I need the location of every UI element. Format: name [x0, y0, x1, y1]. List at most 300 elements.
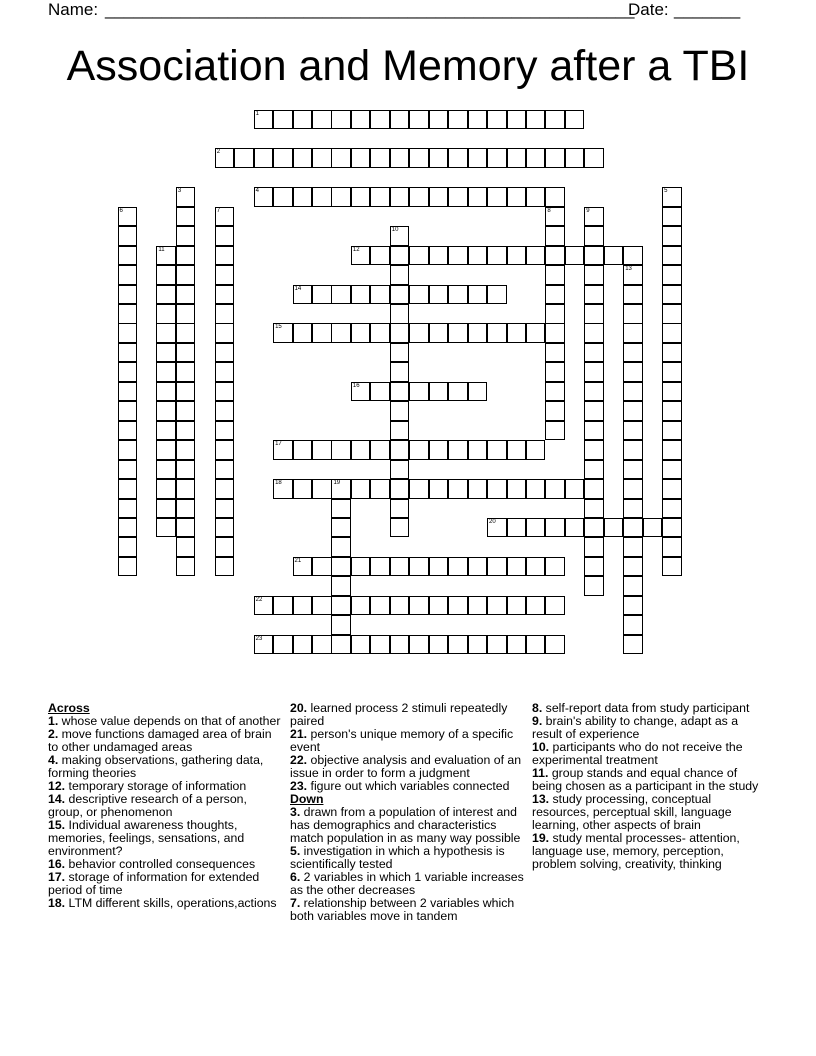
grid-cell[interactable]: [331, 110, 351, 130]
grid-cell[interactable]: [293, 187, 313, 207]
grid-cell[interactable]: [584, 499, 604, 519]
grid-cell[interactable]: [273, 479, 293, 499]
grid-cell[interactable]: [468, 285, 488, 305]
grid-cell[interactable]: [273, 148, 293, 168]
grid-cell[interactable]: [254, 148, 274, 168]
grid-cell[interactable]: [409, 596, 429, 616]
grid-cell[interactable]: [118, 382, 138, 402]
grid-cell[interactable]: [584, 304, 604, 324]
grid-cell[interactable]: [176, 343, 196, 363]
grid-cell[interactable]: [312, 148, 332, 168]
grid-cell[interactable]: [409, 440, 429, 460]
grid-cell[interactable]: [390, 187, 410, 207]
grid-cell[interactable]: [662, 362, 682, 382]
grid-cell[interactable]: [429, 557, 449, 577]
grid-cell[interactable]: [273, 323, 293, 343]
grid-cell[interactable]: [448, 440, 468, 460]
grid-cell[interactable]: [176, 382, 196, 402]
grid-cell[interactable]: [293, 479, 313, 499]
grid-cell[interactable]: [351, 246, 371, 266]
grid-cell[interactable]: [118, 440, 138, 460]
grid-cell[interactable]: [176, 304, 196, 324]
grid-cell[interactable]: [370, 382, 390, 402]
grid-cell[interactable]: [409, 323, 429, 343]
grid-cell[interactable]: [429, 382, 449, 402]
grid-cell[interactable]: [351, 557, 371, 577]
grid-cell[interactable]: [507, 518, 527, 538]
grid-cell[interactable]: [545, 518, 565, 538]
grid-cell[interactable]: [390, 382, 410, 402]
grid-cell[interactable]: [390, 499, 410, 519]
grid-cell[interactable]: [584, 421, 604, 441]
name-field[interactable]: ________________________________________________________: [105, 0, 635, 19]
grid-cell[interactable]: [409, 187, 429, 207]
grid-cell[interactable]: [468, 148, 488, 168]
grid-cell[interactable]: [293, 557, 313, 577]
grid-cell[interactable]: [507, 635, 527, 655]
grid-cell[interactable]: [156, 401, 176, 421]
grid-cell[interactable]: [507, 110, 527, 130]
grid-cell[interactable]: [487, 596, 507, 616]
grid-cell[interactable]: [584, 265, 604, 285]
grid-cell[interactable]: [584, 576, 604, 596]
grid-cell[interactable]: [409, 246, 429, 266]
grid-cell[interactable]: [526, 440, 546, 460]
grid-cell[interactable]: [156, 265, 176, 285]
grid-cell[interactable]: [273, 596, 293, 616]
grid-cell[interactable]: [312, 557, 332, 577]
grid-cell[interactable]: [370, 323, 390, 343]
grid-cell[interactable]: [331, 323, 351, 343]
grid-cell[interactable]: [584, 518, 604, 538]
grid-cell[interactable]: [176, 440, 196, 460]
grid-cell[interactable]: [623, 440, 643, 460]
grid-cell[interactable]: [545, 343, 565, 363]
grid-cell[interactable]: [176, 207, 196, 227]
grid-cell[interactable]: [409, 557, 429, 577]
grid-cell[interactable]: [623, 479, 643, 499]
grid-cell[interactable]: [370, 148, 390, 168]
grid-cell[interactable]: [176, 226, 196, 246]
grid-cell[interactable]: [312, 635, 332, 655]
grid-cell[interactable]: [526, 323, 546, 343]
grid-cell[interactable]: [662, 323, 682, 343]
grid-cell[interactable]: [545, 246, 565, 266]
grid-cell[interactable]: [429, 187, 449, 207]
grid-cell[interactable]: [565, 479, 585, 499]
grid-cell[interactable]: [118, 499, 138, 519]
grid-cell[interactable]: [331, 537, 351, 557]
grid-cell[interactable]: [390, 226, 410, 246]
grid-cell[interactable]: [448, 110, 468, 130]
grid-cell[interactable]: [448, 285, 468, 305]
grid-cell[interactable]: [331, 187, 351, 207]
grid-cell[interactable]: [487, 187, 507, 207]
grid-cell[interactable]: [312, 187, 332, 207]
grid-cell[interactable]: [487, 148, 507, 168]
grid-cell[interactable]: [331, 440, 351, 460]
grid-cell[interactable]: [215, 304, 235, 324]
grid-cell[interactable]: [584, 285, 604, 305]
grid-cell[interactable]: [623, 382, 643, 402]
grid-cell[interactable]: [468, 382, 488, 402]
grid-cell[interactable]: [448, 557, 468, 577]
grid-cell[interactable]: [507, 148, 527, 168]
grid-cell[interactable]: [215, 479, 235, 499]
grid-cell[interactable]: [487, 285, 507, 305]
grid-cell[interactable]: [390, 401, 410, 421]
grid-cell[interactable]: [351, 382, 371, 402]
grid-cell[interactable]: [429, 110, 449, 130]
grid-cell[interactable]: [468, 110, 488, 130]
grid-cell[interactable]: [526, 518, 546, 538]
grid-cell[interactable]: [526, 479, 546, 499]
grid-cell[interactable]: [429, 596, 449, 616]
grid-cell[interactable]: [623, 518, 643, 538]
grid-cell[interactable]: [448, 323, 468, 343]
grid-cell[interactable]: [507, 323, 527, 343]
grid-cell[interactable]: [293, 635, 313, 655]
grid-cell[interactable]: [526, 635, 546, 655]
grid-cell[interactable]: [215, 246, 235, 266]
grid-cell[interactable]: [448, 479, 468, 499]
grid-cell[interactable]: [448, 246, 468, 266]
grid-cell[interactable]: [526, 557, 546, 577]
grid-cell[interactable]: [623, 246, 643, 266]
grid-cell[interactable]: [312, 323, 332, 343]
grid-cell[interactable]: [351, 440, 371, 460]
grid-cell[interactable]: [429, 246, 449, 266]
grid-cell[interactable]: [487, 246, 507, 266]
grid-cell[interactable]: [623, 537, 643, 557]
grid-cell[interactable]: [623, 343, 643, 363]
grid-cell[interactable]: [545, 479, 565, 499]
grid-cell[interactable]: [370, 110, 390, 130]
grid-cell[interactable]: [118, 518, 138, 538]
grid-cell[interactable]: [390, 362, 410, 382]
grid-cell[interactable]: [215, 382, 235, 402]
grid-cell[interactable]: [604, 246, 624, 266]
grid-cell[interactable]: [545, 421, 565, 441]
grid-cell[interactable]: [662, 401, 682, 421]
grid-cell[interactable]: [584, 323, 604, 343]
grid-cell[interactable]: [215, 518, 235, 538]
grid-cell[interactable]: [176, 557, 196, 577]
grid-cell[interactable]: [390, 440, 410, 460]
grid-cell[interactable]: [331, 499, 351, 519]
grid-cell[interactable]: [584, 246, 604, 266]
grid-cell[interactable]: [429, 148, 449, 168]
grid-cell[interactable]: [545, 596, 565, 616]
grid-cell[interactable]: [390, 343, 410, 363]
grid-cell[interactable]: [370, 479, 390, 499]
grid-cell[interactable]: [623, 362, 643, 382]
grid-cell[interactable]: [370, 285, 390, 305]
grid-cell[interactable]: [215, 499, 235, 519]
grid-cell[interactable]: [584, 460, 604, 480]
grid-cell[interactable]: [545, 265, 565, 285]
grid-cell[interactable]: [293, 596, 313, 616]
grid-cell[interactable]: [448, 382, 468, 402]
grid-cell[interactable]: [584, 537, 604, 557]
grid-cell[interactable]: [215, 421, 235, 441]
grid-cell[interactable]: [526, 148, 546, 168]
grid-cell[interactable]: [176, 479, 196, 499]
grid-cell[interactable]: [662, 207, 682, 227]
grid-cell[interactable]: [370, 635, 390, 655]
grid-cell[interactable]: [584, 362, 604, 382]
grid-cell[interactable]: [565, 148, 585, 168]
grid-cell[interactable]: [312, 285, 332, 305]
grid-cell[interactable]: [215, 148, 235, 168]
grid-cell[interactable]: [176, 323, 196, 343]
grid-cell[interactable]: [118, 304, 138, 324]
grid-cell[interactable]: [487, 635, 507, 655]
grid-cell[interactable]: [273, 440, 293, 460]
grid-cell[interactable]: [507, 596, 527, 616]
grid-cell[interactable]: [351, 187, 371, 207]
grid-cell[interactable]: [584, 226, 604, 246]
grid-cell[interactable]: [468, 557, 488, 577]
grid-cell[interactable]: [604, 518, 624, 538]
grid-cell[interactable]: [662, 285, 682, 305]
grid-cell[interactable]: [507, 246, 527, 266]
grid-cell[interactable]: [545, 187, 565, 207]
grid-cell[interactable]: [156, 304, 176, 324]
grid-cell[interactable]: [254, 110, 274, 130]
grid-cell[interactable]: [545, 226, 565, 246]
grid-cell[interactable]: [526, 246, 546, 266]
grid-cell[interactable]: [468, 596, 488, 616]
grid-cell[interactable]: [662, 499, 682, 519]
grid-cell[interactable]: [390, 148, 410, 168]
grid-cell[interactable]: [293, 440, 313, 460]
grid-cell[interactable]: [409, 635, 429, 655]
grid-cell[interactable]: [331, 615, 351, 635]
grid-cell[interactable]: [487, 557, 507, 577]
grid-cell[interactable]: [409, 148, 429, 168]
grid-cell[interactable]: [390, 596, 410, 616]
grid-cell[interactable]: [176, 499, 196, 519]
grid-cell[interactable]: [390, 557, 410, 577]
grid-cell[interactable]: [487, 323, 507, 343]
grid-cell[interactable]: [331, 479, 351, 499]
grid-cell[interactable]: [662, 440, 682, 460]
grid-cell[interactable]: [623, 557, 643, 577]
grid-cell[interactable]: [254, 596, 274, 616]
grid-cell[interactable]: [390, 323, 410, 343]
grid-cell[interactable]: [351, 285, 371, 305]
grid-cell[interactable]: [293, 323, 313, 343]
grid-cell[interactable]: [507, 557, 527, 577]
grid-cell[interactable]: [370, 246, 390, 266]
grid-cell[interactable]: [623, 635, 643, 655]
grid-cell[interactable]: [468, 440, 488, 460]
grid-cell[interactable]: [584, 401, 604, 421]
grid-cell[interactable]: [176, 518, 196, 538]
grid-cell[interactable]: [390, 460, 410, 480]
grid-cell[interactable]: [176, 265, 196, 285]
grid-cell[interactable]: [370, 440, 390, 460]
grid-cell[interactable]: [662, 265, 682, 285]
grid-cell[interactable]: [273, 635, 293, 655]
grid-cell[interactable]: [351, 479, 371, 499]
grid-cell[interactable]: [118, 557, 138, 577]
grid-cell[interactable]: [118, 421, 138, 441]
grid-cell[interactable]: [584, 343, 604, 363]
grid-cell[interactable]: [176, 537, 196, 557]
grid-cell[interactable]: [390, 421, 410, 441]
grid-cell[interactable]: [448, 187, 468, 207]
grid-cell[interactable]: [312, 440, 332, 460]
grid-cell[interactable]: [526, 596, 546, 616]
date-field[interactable]: _______: [674, 0, 741, 19]
grid-cell[interactable]: [545, 304, 565, 324]
grid-cell[interactable]: [370, 557, 390, 577]
grid-cell[interactable]: [351, 596, 371, 616]
grid-cell[interactable]: [526, 187, 546, 207]
grid-cell[interactable]: [662, 187, 682, 207]
grid-cell[interactable]: [273, 110, 293, 130]
grid-cell[interactable]: [331, 285, 351, 305]
grid-cell[interactable]: [118, 265, 138, 285]
grid-cell[interactable]: [156, 518, 176, 538]
grid-cell[interactable]: [468, 323, 488, 343]
grid-cell[interactable]: [215, 323, 235, 343]
grid-cell[interactable]: [545, 401, 565, 421]
grid-cell[interactable]: [623, 421, 643, 441]
grid-cell[interactable]: [623, 499, 643, 519]
grid-cell[interactable]: [409, 382, 429, 402]
grid-cell[interactable]: [351, 110, 371, 130]
grid-cell[interactable]: [331, 576, 351, 596]
grid-cell[interactable]: [623, 285, 643, 305]
grid-cell[interactable]: [429, 323, 449, 343]
grid-cell[interactable]: [215, 226, 235, 246]
grid-cell[interactable]: [545, 557, 565, 577]
grid-cell[interactable]: [662, 518, 682, 538]
grid-cell[interactable]: [176, 246, 196, 266]
grid-cell[interactable]: [176, 421, 196, 441]
grid-cell[interactable]: [370, 187, 390, 207]
grid-cell[interactable]: [312, 479, 332, 499]
grid-cell[interactable]: [156, 362, 176, 382]
grid-cell[interactable]: [565, 246, 585, 266]
grid-cell[interactable]: [526, 110, 546, 130]
grid-cell[interactable]: [215, 460, 235, 480]
grid-cell[interactable]: [390, 635, 410, 655]
grid-cell[interactable]: [429, 440, 449, 460]
grid-cell[interactable]: [507, 479, 527, 499]
grid-cell[interactable]: [662, 226, 682, 246]
grid-cell[interactable]: [118, 323, 138, 343]
grid-cell[interactable]: [448, 596, 468, 616]
grid-cell[interactable]: [662, 557, 682, 577]
grid-cell[interactable]: [448, 148, 468, 168]
grid-cell[interactable]: [662, 304, 682, 324]
grid-cell[interactable]: [623, 576, 643, 596]
grid-cell[interactable]: [662, 382, 682, 402]
grid-cell[interactable]: [156, 479, 176, 499]
grid-cell[interactable]: [545, 110, 565, 130]
grid-cell[interactable]: [234, 148, 254, 168]
grid-cell[interactable]: [662, 421, 682, 441]
grid-cell[interactable]: [215, 362, 235, 382]
grid-cell[interactable]: [643, 518, 663, 538]
grid-cell[interactable]: [545, 323, 565, 343]
grid-cell[interactable]: [662, 460, 682, 480]
grid-cell[interactable]: [215, 537, 235, 557]
grid-cell[interactable]: [545, 148, 565, 168]
grid-cell[interactable]: [156, 499, 176, 519]
grid-cell[interactable]: [429, 479, 449, 499]
grid-cell[interactable]: [623, 615, 643, 635]
grid-cell[interactable]: [156, 343, 176, 363]
grid-cell[interactable]: [545, 285, 565, 305]
grid-cell[interactable]: [118, 285, 138, 305]
grid-cell[interactable]: [390, 246, 410, 266]
grid-cell[interactable]: [390, 265, 410, 285]
grid-cell[interactable]: [662, 246, 682, 266]
grid-cell[interactable]: [331, 148, 351, 168]
grid-cell[interactable]: [118, 207, 138, 227]
grid-cell[interactable]: [565, 110, 585, 130]
grid-cell[interactable]: [176, 187, 196, 207]
grid-cell[interactable]: [370, 596, 390, 616]
grid-cell[interactable]: [118, 362, 138, 382]
grid-cell[interactable]: [331, 635, 351, 655]
grid-cell[interactable]: [507, 440, 527, 460]
grid-cell[interactable]: [468, 246, 488, 266]
grid-cell[interactable]: [176, 460, 196, 480]
grid-cell[interactable]: [156, 382, 176, 402]
grid-cell[interactable]: [623, 323, 643, 343]
grid-cell[interactable]: [331, 557, 351, 577]
grid-cell[interactable]: [351, 635, 371, 655]
grid-cell[interactable]: [118, 460, 138, 480]
grid-cell[interactable]: [118, 226, 138, 246]
grid-cell[interactable]: [118, 401, 138, 421]
grid-cell[interactable]: [468, 187, 488, 207]
grid-cell[interactable]: [429, 285, 449, 305]
grid-cell[interactable]: [215, 401, 235, 421]
grid-cell[interactable]: [623, 265, 643, 285]
grid-cell[interactable]: [293, 285, 313, 305]
grid-cell[interactable]: [118, 537, 138, 557]
grid-cell[interactable]: [176, 362, 196, 382]
grid-cell[interactable]: [584, 382, 604, 402]
grid-cell[interactable]: [331, 518, 351, 538]
grid-cell[interactable]: [215, 440, 235, 460]
grid-cell[interactable]: [390, 110, 410, 130]
grid-cell[interactable]: [623, 460, 643, 480]
grid-cell[interactable]: [156, 440, 176, 460]
grid-cell[interactable]: [156, 323, 176, 343]
grid-cell[interactable]: [215, 557, 235, 577]
grid-cell[interactable]: [623, 401, 643, 421]
grid-cell[interactable]: [215, 285, 235, 305]
grid-cell[interactable]: [584, 207, 604, 227]
grid-cell[interactable]: [176, 401, 196, 421]
grid-cell[interactable]: [176, 285, 196, 305]
grid-cell[interactable]: [487, 518, 507, 538]
grid-cell[interactable]: [331, 596, 351, 616]
grid-cell[interactable]: [448, 635, 468, 655]
grid-cell[interactable]: [215, 207, 235, 227]
grid-cell[interactable]: [507, 187, 527, 207]
grid-cell[interactable]: [545, 382, 565, 402]
grid-cell[interactable]: [662, 343, 682, 363]
